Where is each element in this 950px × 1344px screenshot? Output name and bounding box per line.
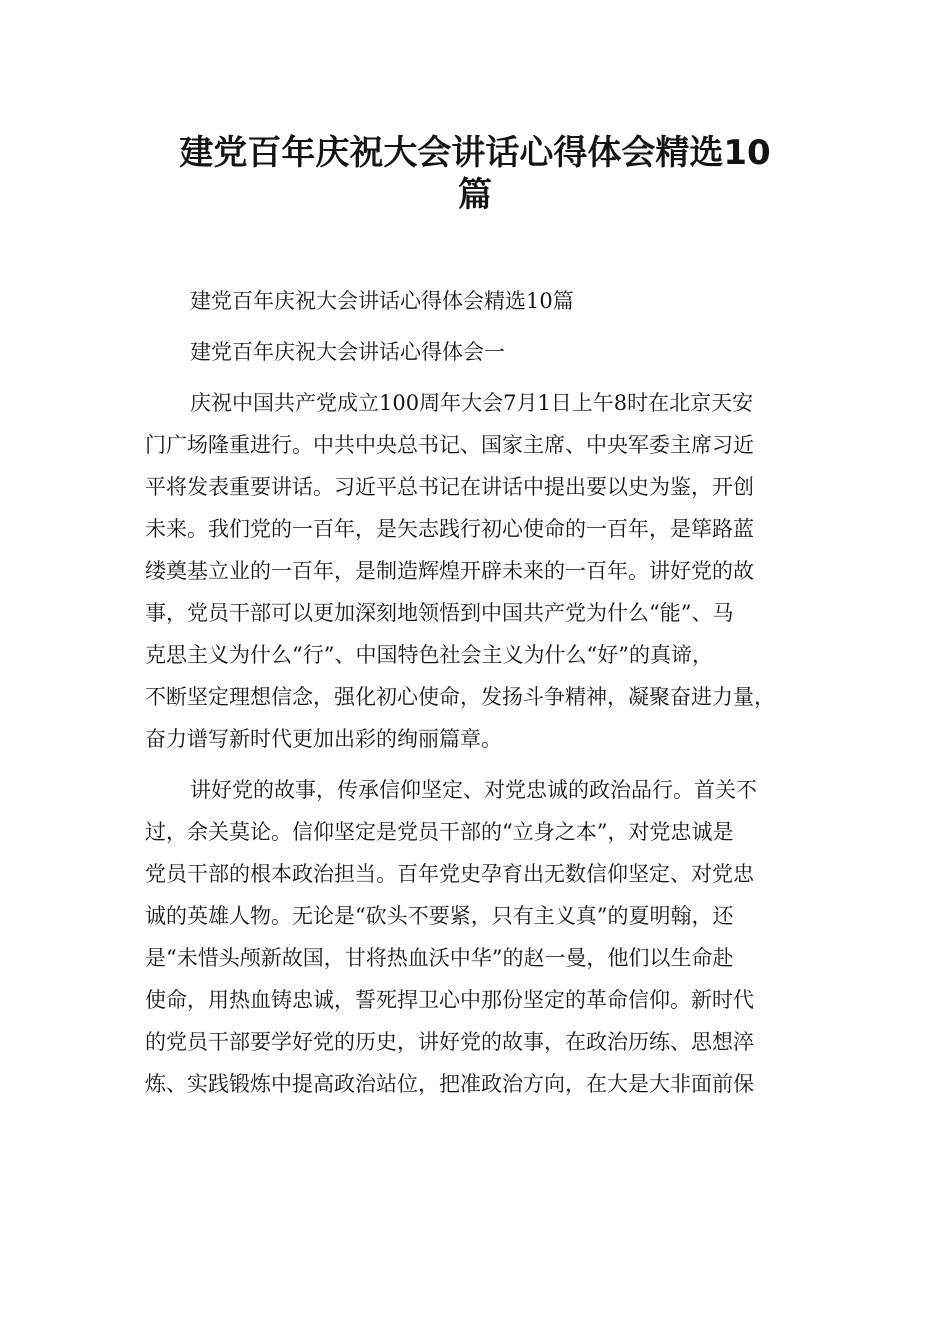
paragraph-line: 庆祝中国共产党成立100周年大会7月1日上午8时在北京天安 [190,391,754,415]
paragraph-line: 奋力谱写新时代更加出彩的绚丽篇章。 [145,727,502,751]
paragraph-line: 使命，用热血铸忠诚，誓死捍卫心中那份坚定的革命信仰。新时代 [145,988,754,1012]
paragraph-line: 事，党员干部可以更加深刻地领悟到中国共产党为什么“能”、马 [145,601,734,625]
title-line-2: 篇 [458,175,492,215]
paragraph-2 [145,769,825,1105]
paragraph-line: 门广场隆重进行。中共中央总书记、国家主席、中央军委主席习近 [145,433,754,457]
paragraph-line: 的党员干部要学好党的历史，讲好党的故事，在政治历练、思想淬 [145,1030,754,1054]
paragraph-line: 平将发表重要讲话。习近平总书记在讲话中提出要以史为鉴，开创 [145,475,754,499]
paragraph-line: 缕奠基立业的一百年，是制造辉煌开辟未来的一百年。讲好党的故 [145,559,754,583]
section-heading: 建党百年庆祝大会讲话心得体会一 [190,340,505,364]
paragraph-1 [145,382,825,760]
document-title [140,128,810,215]
subtitle-heading: 建党百年庆祝大会讲话心得体会精选10篇 [190,289,574,313]
title-line-1: 建党百年庆祝大会讲话心得体会精选10 [179,133,771,173]
paragraph-line: 过，余关莫论。信仰坚定是党员干部的“立身之本”，对党忠诚是 [145,820,734,844]
paragraph-line: 讲好党的故事，传承信仰坚定、对党忠诚的政治品行。首关不 [190,778,757,802]
document-body [145,280,825,1105]
paragraph-line: 党员干部的根本政治担当。百年党史孕育出无数信仰坚定、对党忠 [145,862,754,886]
paragraph-line: 克思主义为什么“行”、中国特色社会主义为什么“好”的真谛， [145,643,713,667]
paragraph-line: 诚的英雄人物。无论是“砍头不要紧，只有主义真”的夏明翰，还 [145,904,734,928]
paragraph-line: 是“未惜头颅新故国，甘将热血沃中华”的赵一曼，他们以生命赴 [145,946,734,970]
paragraph-line: 不断坚定理想信念，强化初心使命，发扬斗争精神，凝聚奋进力量， [145,685,775,709]
paragraph-line: 未来。我们党的一百年，是矢志践行初心使命的一百年，是筚路蓝 [145,517,754,541]
paragraph-line: 炼、实践锻炼中提高政治站位，把准政治方向，在大是大非面前保 [145,1072,754,1096]
